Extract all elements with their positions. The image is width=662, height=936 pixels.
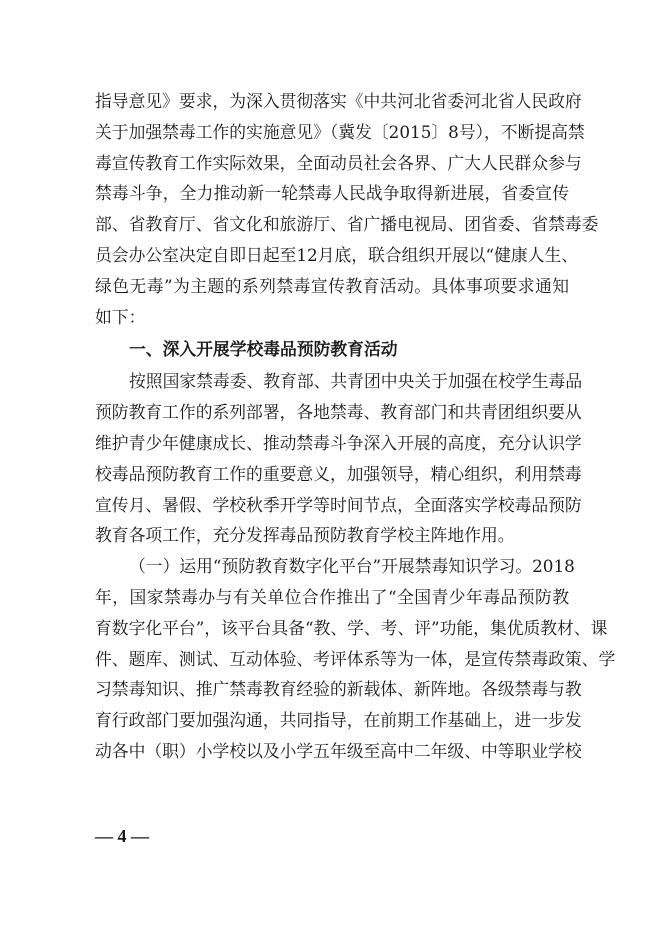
paragraph-intro	[95, 86, 599, 332]
text-line: 维护青少年健康成长、推动禁毒斗争深入开展的高度，充分认识学	[95, 432, 582, 453]
page-number: — 4 —	[95, 826, 149, 846]
text-line: 部、省教育厅、省文化和旅游厅、省广播电视局、团省委、省禁毒委	[95, 214, 599, 235]
document-body	[95, 86, 616, 767]
paragraph-school-education	[95, 366, 583, 551]
text-line: 育行政部门要加强沟通，共同指导，在前期工作基础上，进一步发	[95, 710, 582, 731]
paragraph-digital-platform	[95, 551, 616, 767]
text-line: 如下：	[95, 306, 146, 327]
text-line: 校毒品预防教育工作的重要意义，加强领导，精心组织，利用禁毒	[95, 463, 582, 484]
text-line: 动各中（职）小学校以及小学五年级至高中二年级、中等职业学校	[95, 740, 582, 761]
text-line: 按照国家禁毒委、教育部、共青团中央关于加强在校学生毒品	[129, 371, 583, 392]
text-line: 毒宣传教育工作实际效果，全面动员社会各界、广大人民群众参与	[95, 152, 582, 173]
text-line: 禁毒斗争，全力推动新一轮禁毒人民战争取得新进展，省委宣传	[95, 183, 569, 204]
text-line: 宣传月、暑假、学校秋季开学等时间节点，全面落实学校毒品预防	[95, 494, 582, 515]
text-line: 年，国家禁毒办与有关单位合作推出了“全国青少年毒品预防教	[95, 586, 569, 607]
text-line: 件、题库、测试、互动体验、考评体系等为一体，是宣传禁毒政策、学	[95, 648, 616, 669]
text-line: 育数字化平台”，该平台具备“教、学、考、评”功能，集优质教材、课	[95, 617, 608, 638]
text-line: 教育各项工作，充分发挥毒品预防教育学校主阵地作用。	[95, 525, 515, 546]
section-heading: 一、深入开展学校毒品预防教育活动	[129, 339, 398, 360]
text-line: （一）运用“预防教育数字化平台”开展禁毒知识学习。2018	[129, 556, 575, 577]
text-line: 员会办公室决定自即日起至12月底，联合组织开展以“健康人生、	[95, 244, 579, 265]
text-line: 习禁毒知识、推广禁毒教育经验的新载体、新阵地。各级禁毒与教	[95, 679, 582, 700]
text-line: 指导意见》要求，为深入贯彻落实《中共河北省委河北省人民政府	[95, 91, 582, 111]
text-line: 关于加强禁毒工作的实施意见》（冀发〔2015〕8号），不断提高禁	[95, 121, 585, 142]
text-line: 预防教育工作的系列部署，各地禁毒、教育部门和共青团组织要从	[95, 402, 582, 423]
text-line: 绿色无毒”为主题的系列禁毒宣传教育活动。具体事项要求通知	[95, 275, 569, 296]
